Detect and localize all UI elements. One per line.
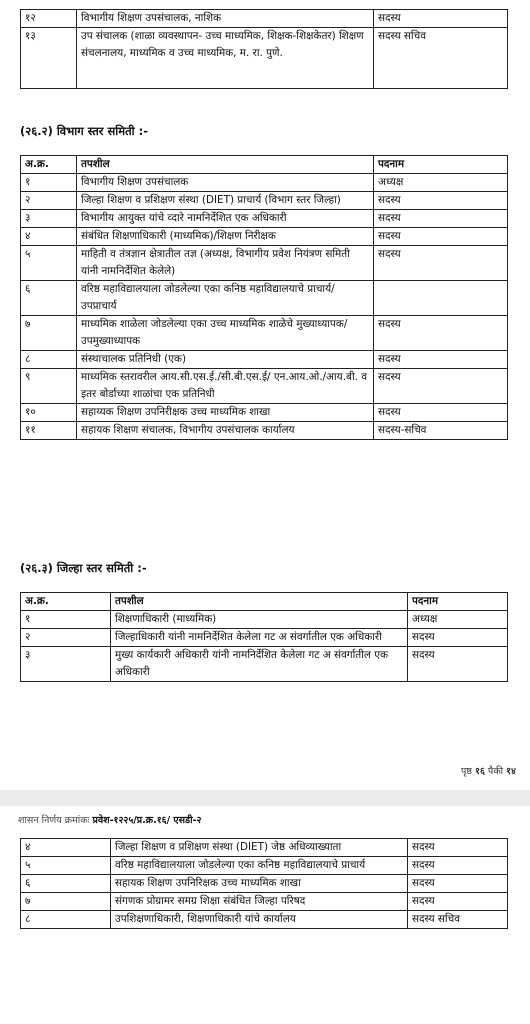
table-row (21, 911, 508, 929)
section-heading-division: (२६.२) विभाग स्तर समिती :- (20, 124, 149, 138)
row-number: १३ (21, 28, 77, 89)
table-row (21, 422, 508, 440)
table-row (21, 404, 508, 422)
section-heading-district: (२६.३) जिल्हा स्तर समिती :- (20, 561, 147, 575)
table-row (21, 281, 508, 316)
gr-number-value: प्रवेश-१२२५/प्र.क्र.१६/ एसडी-२ (92, 815, 202, 826)
row-role: सदस्य (408, 875, 508, 893)
table-row (21, 875, 508, 893)
next-page-header (18, 813, 201, 826)
row-number: ८ (21, 351, 77, 369)
table-row (21, 316, 508, 351)
row-number: ३ (21, 647, 111, 682)
table-row (21, 174, 508, 192)
row-detail: वरिष्ठ महाविद्यालयाला जोडलेल्या एका कनिष्ठ महाविद्यालयाचे प्राचार्य/उपप्राचार्य (77, 281, 374, 316)
gr-number-label: शासन निर्णय क्रमांकः (18, 815, 90, 826)
row-detail: वरिष्ठ महाविद्यालयाला जोडलेल्या एका कनिष्ठ महाविद्यालयाचे प्राचार्य (111, 857, 408, 875)
row-detail: संबंधित शिक्षणाधिकारी (माध्यमिक)/शिक्षण निरीक्षक (77, 228, 374, 246)
row-role: सदस्य (374, 228, 508, 246)
row-role: सदस्य (374, 210, 508, 228)
row-role: अध्यक्ष (408, 611, 508, 629)
row-detail: माहिती व तंत्रज्ञान क्षेत्रातील तज्ञ (अध्यक्ष, विभागीय प्रवेश नियंत्रण समिती यांनी नामनिर्देशित केलेले) (77, 246, 374, 281)
table-row (21, 192, 508, 210)
row-number: १० (21, 404, 77, 422)
row-role: सदस्य (374, 316, 508, 351)
column-header-number: अ.क्र. (21, 156, 77, 174)
row-number: ४ (21, 228, 77, 246)
row-number: ६ (21, 281, 77, 316)
row-role (374, 281, 508, 316)
row-number: १ (21, 611, 111, 629)
table-row (21, 28, 508, 89)
row-role: सदस्य (374, 246, 508, 281)
row-number: १२ (21, 10, 77, 28)
table-row (21, 10, 508, 28)
footer-page: १६ (475, 766, 485, 777)
page-break-divider (0, 790, 530, 806)
row-number: ३ (21, 210, 77, 228)
row-role: सदस्य (374, 10, 508, 28)
row-detail: सहायक शिक्षण संचालक, विभागीय उपसंचालक कार्यालय (77, 422, 374, 440)
footer-total: १४ (506, 766, 516, 777)
row-role: सदस्य (374, 351, 508, 369)
table-row (21, 351, 508, 369)
row-number: ४ (21, 839, 111, 857)
row-detail: उप संचालक (शाळा व्यवस्थापन- उच्च माध्यमिक, शिक्षक-शिक्षकेतर) शिक्षण संचलनालय, माध्यमिक व उच्च माध्यमिक, म. रा. पुणे. (77, 28, 374, 89)
row-number: ७ (21, 316, 77, 351)
table-row (21, 893, 508, 911)
table-row (21, 857, 508, 875)
table-row (21, 611, 508, 629)
row-detail: जिल्हा शिक्षण व प्रशिक्षण संस्था (DIET) जेष्ठ अधिव्याख्याता (111, 839, 408, 857)
row-detail: सहाय्यक शिक्षण उपनिरीक्षक उच्च माध्यमिक शाखा (77, 404, 374, 422)
row-number: ७ (21, 893, 111, 911)
table-district-committee-continued (20, 838, 508, 929)
row-role: सदस्य-सचिव (374, 422, 508, 440)
row-role: सदस्य (374, 404, 508, 422)
row-role: सदस्य (408, 857, 508, 875)
row-role: सदस्य (374, 369, 508, 404)
row-detail: संगणक प्रोग्रामर समग्र शिक्षा संबंधित जिल्हा परिषद (111, 893, 408, 911)
table-row (21, 629, 508, 647)
row-role: सदस्य सचिव (374, 28, 508, 89)
row-number: ९ (21, 369, 77, 404)
table-division-committee (20, 155, 508, 440)
row-detail: विभागीय शिक्षण उपसंचालक (77, 174, 374, 192)
row-detail: जिल्हा शिक्षण व प्रशिक्षण संस्था (DIET) प्राचार्य (विभाग स्तर जिल्हा) (77, 192, 374, 210)
row-detail: जिल्हाधिकारी यांनी नामनिर्देशित केलेला गट अ संवर्गातील एक अधिकारी (111, 629, 408, 647)
column-header-number: अ.क्र. (21, 593, 111, 611)
row-role: सदस्य (408, 647, 508, 682)
column-header-detail: तपशील (111, 593, 408, 611)
table-header-row (21, 593, 508, 611)
row-number: २ (21, 629, 111, 647)
row-role: अध्यक्ष (374, 174, 508, 192)
table-row (21, 647, 508, 682)
row-detail: उपशिक्षणाधिकारी, शिक्षणाधिकारी यांचे कार्यालय (111, 911, 408, 929)
table-row (21, 839, 508, 857)
row-detail: विभागीय आयुक्त यांचे व्दारे नामनिर्देशित एक अधिकारी (77, 210, 374, 228)
row-role: सदस्य (408, 629, 508, 647)
table-header-row (21, 156, 508, 174)
table-row (21, 228, 508, 246)
row-number: ११ (21, 422, 77, 440)
row-number: ५ (21, 857, 111, 875)
row-detail: शिक्षणाधिकारी (माध्यमिक) (111, 611, 408, 629)
column-header-role: पदनाम (374, 156, 508, 174)
row-number: १ (21, 174, 77, 192)
row-number: २ (21, 192, 77, 210)
row-role: सदस्य सचिव (408, 911, 508, 929)
row-number: ८ (21, 911, 111, 929)
footer-middle: पैकी (487, 766, 504, 777)
row-number: ६ (21, 875, 111, 893)
row-detail: संस्थाचालक प्रतिनिधी (एक) (77, 351, 374, 369)
row-detail: माध्यमिक शाळेला जोडलेल्या एका उच्च माध्यमिक शाळेचे मुख्याध्यापक/उपमुख्याध्यापक (77, 316, 374, 351)
row-role: सदस्य (408, 839, 508, 857)
table-continued (20, 9, 508, 89)
column-header-role: पदनाम (408, 593, 508, 611)
table-row (21, 210, 508, 228)
table-district-committee (20, 592, 508, 682)
row-number: ५ (21, 246, 77, 281)
column-header-detail: तपशील (77, 156, 374, 174)
row-role: सदस्य (408, 893, 508, 911)
table-row (21, 246, 508, 281)
page-number-footer (461, 764, 516, 777)
row-detail: विभागीय शिक्षण उपसंचालक, नाशिक (77, 10, 374, 28)
row-detail: माध्यमिक स्तरावरील आय.सी.एस.ई./सी.बी.एस.ई/ एन.आय.ओ./आय.बी. व इतर बोर्डाच्या शाळांचा एक प्रतिनिधी (77, 369, 374, 404)
row-role: सदस्य (374, 192, 508, 210)
row-detail: सहायक शिक्षण उपनिरिक्षक उच्च माध्यमिक शाखा (111, 875, 408, 893)
footer-prefix: पृष्ठ (460, 766, 472, 777)
row-detail: मुख्य कार्यकारी अधिकारी यांनी नामनिर्देशित केलेला गट अ संवर्गातील एक अधिकारी (111, 647, 408, 682)
table-row (21, 369, 508, 404)
